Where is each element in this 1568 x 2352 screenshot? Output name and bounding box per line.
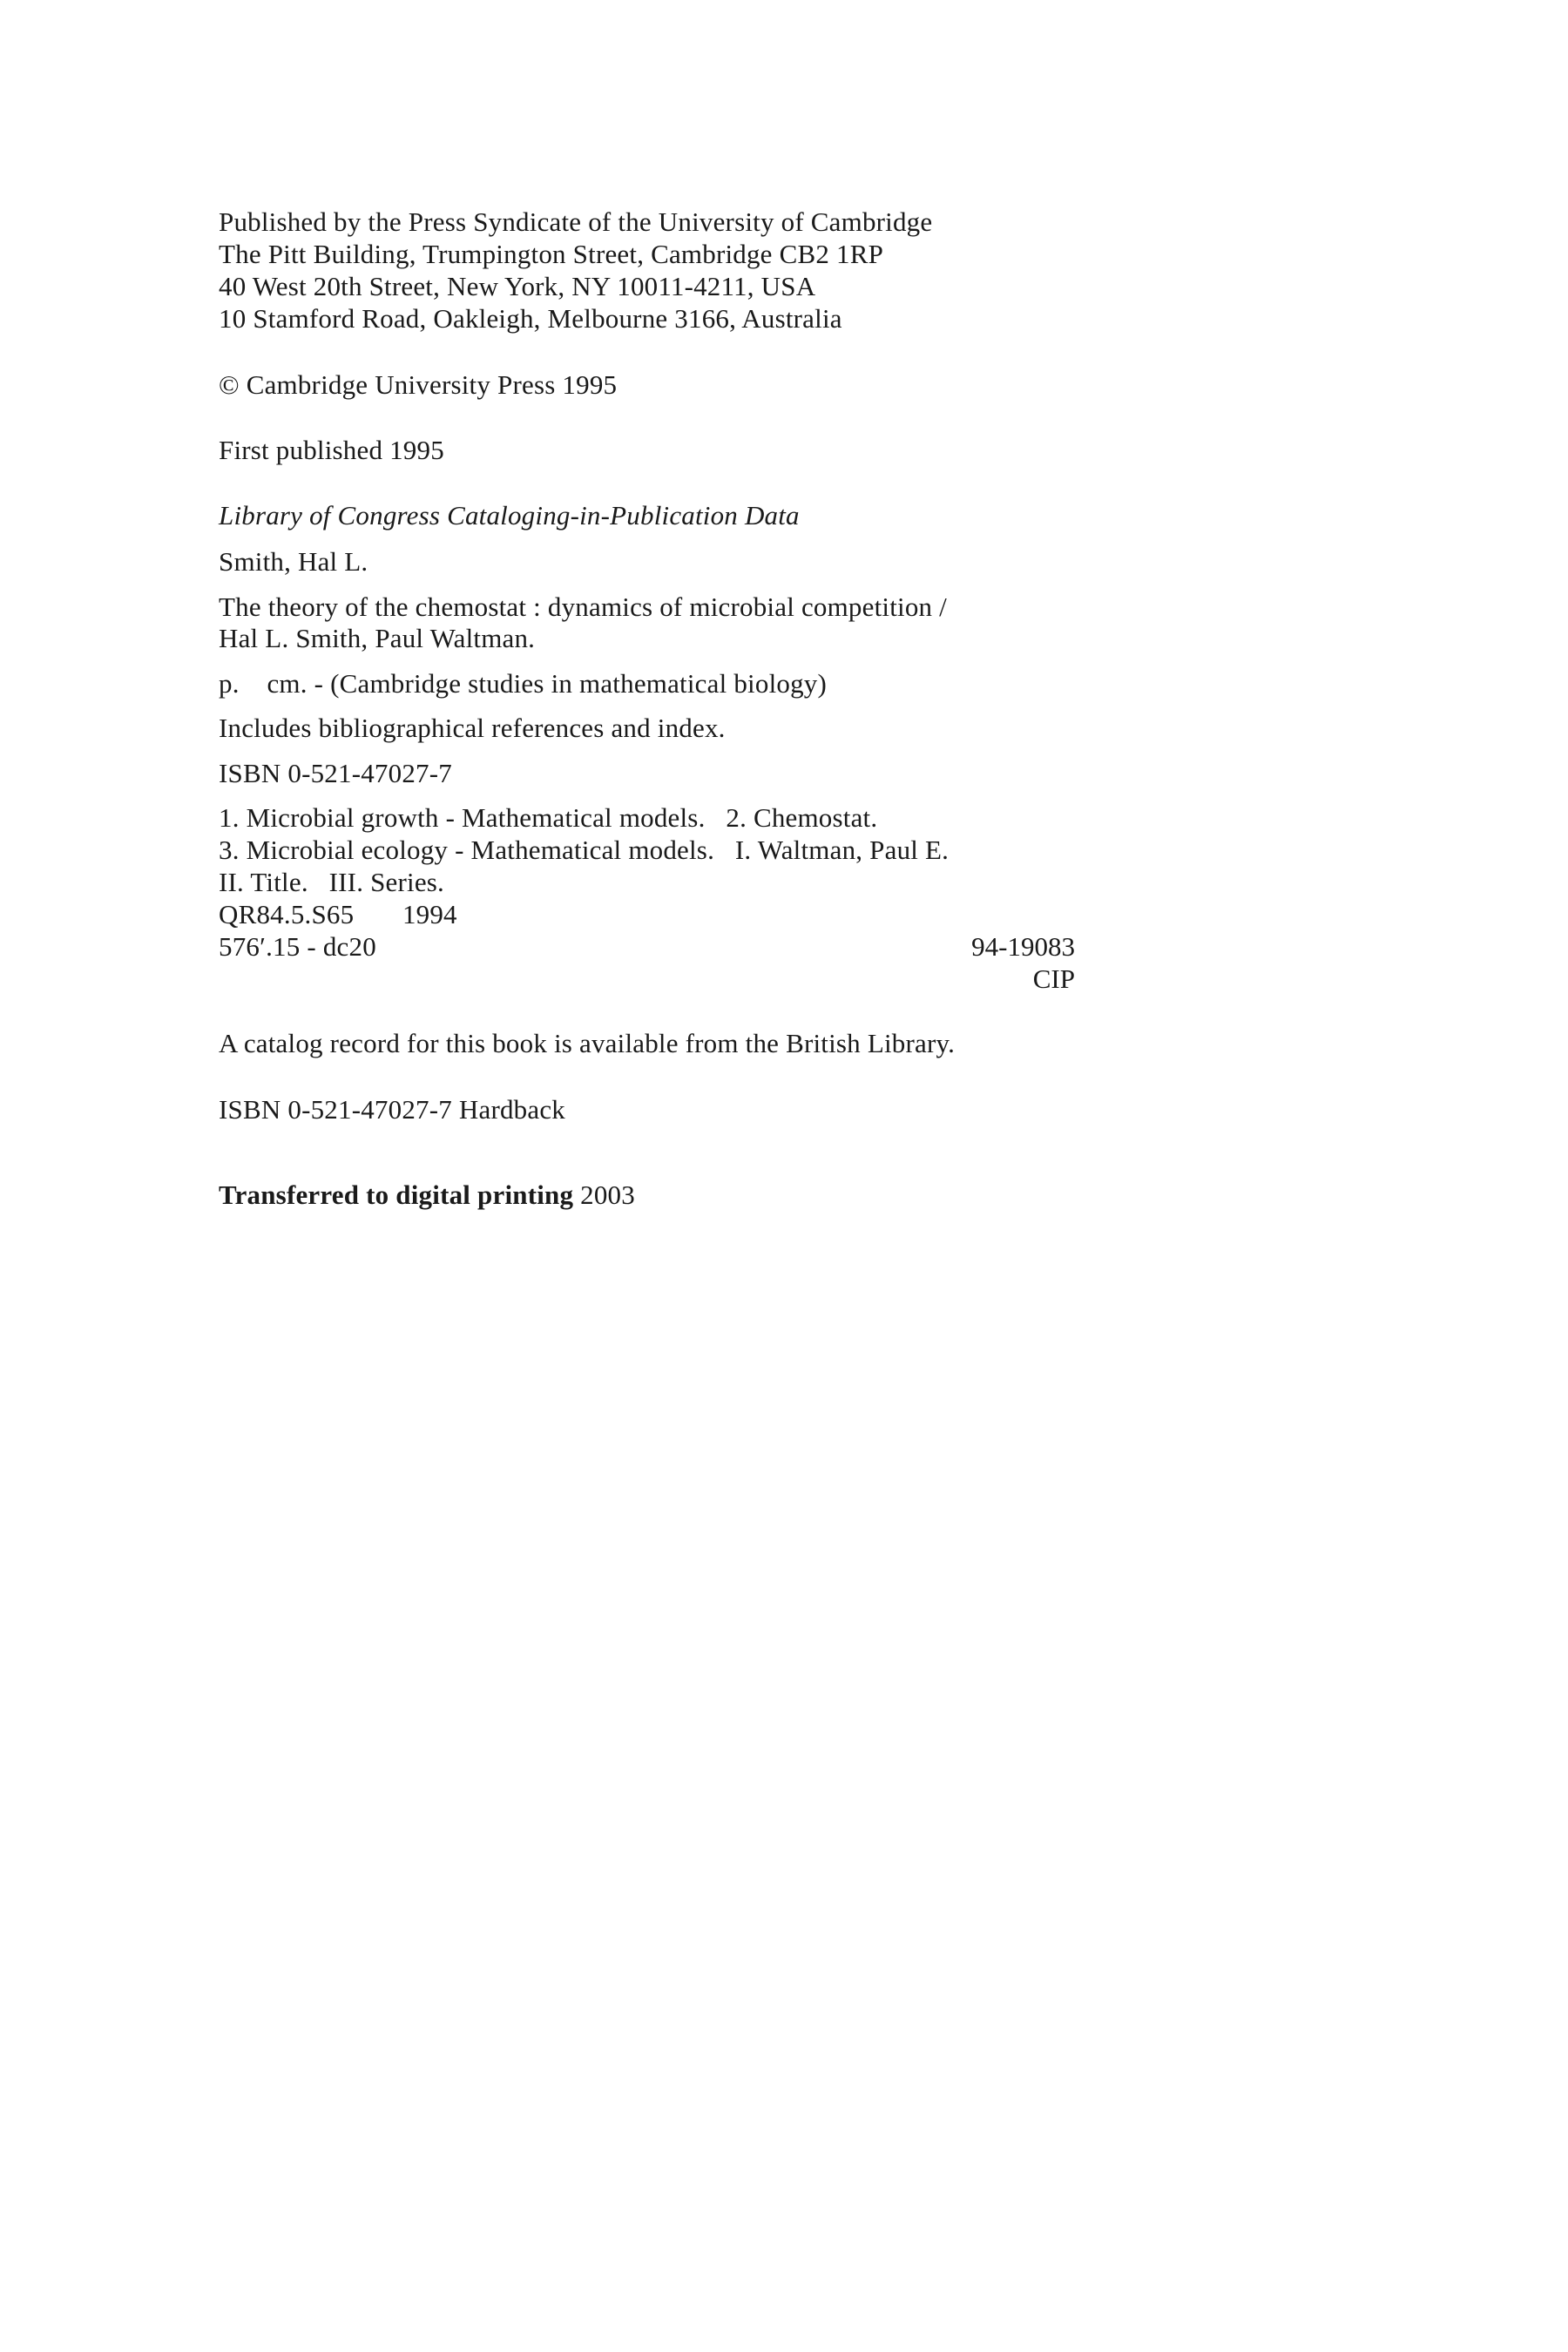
cip-dewey: 576′.15 - dc20: [219, 931, 376, 962]
cip-isbn: ISBN 0-521-47027-7: [219, 758, 452, 788]
cip-heading: Library of Congress Cataloging-in-Publication Data: [219, 500, 800, 531]
cip-notes: Includes bibliographical references and index.: [219, 713, 726, 743]
cip-subjects-line-3: II. Title. III. Series.: [219, 867, 445, 897]
cip-label: CIP: [1032, 963, 1075, 994]
first-published: First published 1995: [219, 435, 444, 465]
publisher-line-1: Published by the Press Syndicate of the University of Cambridge: [219, 206, 933, 237]
digital-printing-label: Transferred to digital printing: [219, 1179, 581, 1210]
cip-subjects-line-2: 3. Microbial ecology - Mathematical models. I. Waltman, Paul E.: [219, 835, 950, 865]
cip-title-line-1: The theory of the chemostat : dynamics of microbial competition /: [219, 591, 947, 622]
publisher-line-4: 10 Stamford Road, Oakleigh, Melbourne 3166, Australia: [219, 303, 842, 334]
cip-lccn: 94-19083: [971, 931, 1075, 962]
british-library-note: A catalog record for this book is available from the British Library.: [219, 1028, 956, 1058]
digital-printing-year: 2003: [580, 1179, 635, 1210]
publisher-line-2: The Pitt Building, Trumpington Street, Cambridge CB2 1RP: [219, 239, 884, 269]
cip-subjects-line-1: 1. Microbial growth - Mathematical models. 2. Chemostat.: [219, 802, 878, 833]
cip-physical: p. cm. - (Cambridge studies in mathematical biology): [219, 668, 828, 699]
digital-printing-note: [219, 1179, 635, 1212]
copyright-notice: © Cambridge University Press 1995: [219, 369, 618, 400]
cip-lc-call-number: QR84.5.S65 1994: [219, 899, 457, 929]
publisher-line-3: 40 West 20th Street, New York, NY 10011-4211, USA: [219, 271, 816, 301]
cip-title-line-2: Hal L. Smith, Paul Waltman.: [219, 623, 536, 653]
isbn-hardback: ISBN 0-521-47027-7 Hardback: [219, 1094, 565, 1125]
cip-author: Smith, Hal L.: [219, 546, 368, 577]
